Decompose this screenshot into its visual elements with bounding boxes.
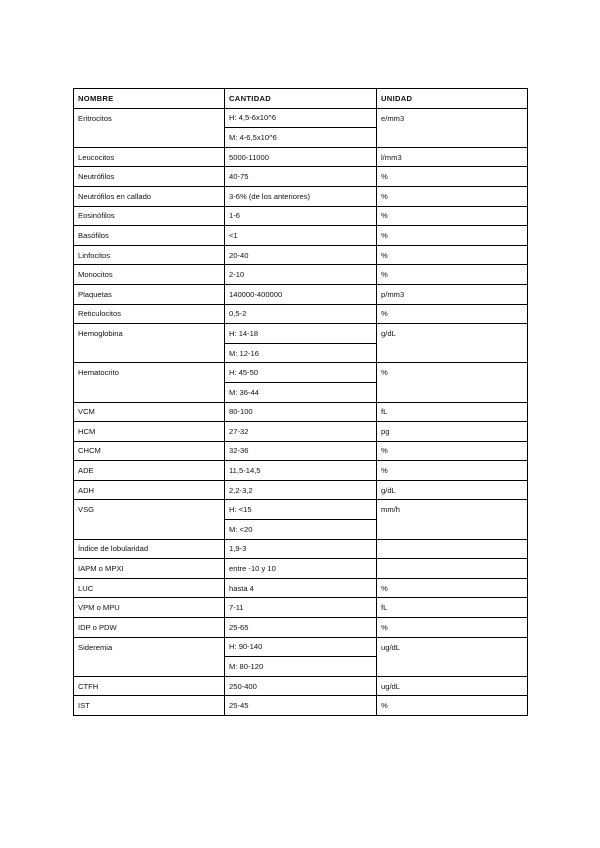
row-unit: % <box>377 578 528 598</box>
row-unit: g/dL <box>377 324 528 363</box>
table-row <box>74 480 528 500</box>
header-quantity: CANTIDAD <box>225 89 377 109</box>
row-unit: pg <box>377 422 528 442</box>
table-row <box>74 226 528 246</box>
table-row <box>74 422 528 442</box>
table-row <box>74 108 528 128</box>
table-row <box>74 167 528 187</box>
row-quantity: 1-6 <box>225 206 377 226</box>
row-name: Eosinófilos <box>74 206 225 226</box>
row-unit: % <box>377 265 528 285</box>
row-name: Basófilos <box>74 226 225 246</box>
table-row <box>74 402 528 422</box>
table-row <box>74 676 528 696</box>
row-quantity: M: <20 <box>225 520 377 540</box>
row-name: VSG <box>74 500 225 539</box>
row-quantity: H: 90-140 <box>225 637 377 657</box>
table-row <box>74 461 528 481</box>
row-name: CTFH <box>74 676 225 696</box>
row-quantity: 2-10 <box>225 265 377 285</box>
row-quantity: 140000-400000 <box>225 284 377 304</box>
row-name: IDP o PDW <box>74 618 225 638</box>
row-quantity: 25-45 <box>225 696 377 716</box>
row-quantity: 5000-11000 <box>225 147 377 167</box>
row-name: VCM <box>74 402 225 422</box>
table-row <box>74 559 528 579</box>
row-quantity: 3-6% (de los anteriores) <box>225 186 377 206</box>
table-row <box>74 578 528 598</box>
row-unit: fL <box>377 598 528 618</box>
table-row <box>74 696 528 716</box>
table-row <box>74 500 528 520</box>
row-quantity: 40-75 <box>225 167 377 187</box>
row-quantity: hasta 4 <box>225 578 377 598</box>
row-name: Reticulocitos <box>74 304 225 324</box>
row-unit: % <box>377 206 528 226</box>
table-row <box>74 147 528 167</box>
row-quantity: M: 12-16 <box>225 343 377 363</box>
row-name: ADE <box>74 461 225 481</box>
row-quantity: M: 4-6,5x10^6 <box>225 128 377 148</box>
table-row <box>74 618 528 638</box>
row-quantity: 20-40 <box>225 245 377 265</box>
row-unit: % <box>377 226 528 246</box>
row-unit: % <box>377 186 528 206</box>
row-unit: l/mm3 <box>377 147 528 167</box>
row-quantity: H: 4,5-6x10^6 <box>225 108 377 128</box>
row-quantity: M: 36-44 <box>225 382 377 402</box>
row-unit: p/mm3 <box>377 284 528 304</box>
row-name: IST <box>74 696 225 716</box>
row-name: Hematocrito <box>74 363 225 402</box>
row-quantity: 0,5-2 <box>225 304 377 324</box>
row-unit <box>377 559 528 579</box>
row-unit: fL <box>377 402 528 422</box>
row-unit <box>377 539 528 559</box>
row-quantity: entre -10 y 10 <box>225 559 377 579</box>
table-row <box>74 324 528 344</box>
row-name: Monocitos <box>74 265 225 285</box>
table-row <box>74 284 528 304</box>
row-quantity: 7-11 <box>225 598 377 618</box>
row-quantity: 80-100 <box>225 402 377 422</box>
row-unit: % <box>377 304 528 324</box>
row-unit: g/dL <box>377 480 528 500</box>
row-unit: % <box>377 363 528 402</box>
header-name: NOMBRE <box>74 89 225 109</box>
row-quantity: M: 80-120 <box>225 657 377 677</box>
row-name: Índice de lobularidad <box>74 539 225 559</box>
row-unit: % <box>377 167 528 187</box>
row-unit: ug/dL <box>377 676 528 696</box>
table-body <box>74 108 528 715</box>
row-unit: e/mm3 <box>377 108 528 147</box>
header-unit: UNIDAD <box>377 89 528 109</box>
table-header-row <box>74 89 528 109</box>
row-quantity: 2,2-3,2 <box>225 480 377 500</box>
table-row <box>74 637 528 657</box>
row-quantity: H: <15 <box>225 500 377 520</box>
row-name: ADH <box>74 480 225 500</box>
table-row <box>74 206 528 226</box>
row-name: IAPM o MPXI <box>74 559 225 579</box>
row-unit: ug/dL <box>377 637 528 676</box>
row-name: CHCM <box>74 441 225 461</box>
row-unit: % <box>377 441 528 461</box>
table-row <box>74 441 528 461</box>
row-unit: mm/h <box>377 500 528 539</box>
table-row <box>74 539 528 559</box>
row-name: Linfocitos <box>74 245 225 265</box>
row-quantity: 25-65 <box>225 618 377 638</box>
row-quantity: H: 45-50 <box>225 363 377 383</box>
row-name: Eritrocitos <box>74 108 225 147</box>
row-quantity: H: 14-18 <box>225 324 377 344</box>
row-unit: % <box>377 245 528 265</box>
table-row <box>74 363 528 383</box>
row-quantity: <1 <box>225 226 377 246</box>
row-quantity: 32-36 <box>225 441 377 461</box>
row-quantity: 250-400 <box>225 676 377 696</box>
table-row <box>74 265 528 285</box>
row-quantity: 1,9-3 <box>225 539 377 559</box>
row-name: HCM <box>74 422 225 442</box>
row-name: Neutrófilos en callado <box>74 186 225 206</box>
table-row <box>74 186 528 206</box>
row-name: Hemoglobina <box>74 324 225 363</box>
row-quantity: 11,5-14,5 <box>225 461 377 481</box>
row-quantity: 27-32 <box>225 422 377 442</box>
reference-values-table <box>73 88 528 716</box>
row-name: Sideremia <box>74 637 225 676</box>
row-name: LUC <box>74 578 225 598</box>
row-name: VPM o MPU <box>74 598 225 618</box>
row-unit: % <box>377 461 528 481</box>
row-unit: % <box>377 696 528 716</box>
row-unit: % <box>377 618 528 638</box>
table-row <box>74 598 528 618</box>
row-name: Plaquetas <box>74 284 225 304</box>
row-name: Neutrófilos <box>74 167 225 187</box>
table-row <box>74 304 528 324</box>
table-row <box>74 245 528 265</box>
row-name: Leucocitos <box>74 147 225 167</box>
